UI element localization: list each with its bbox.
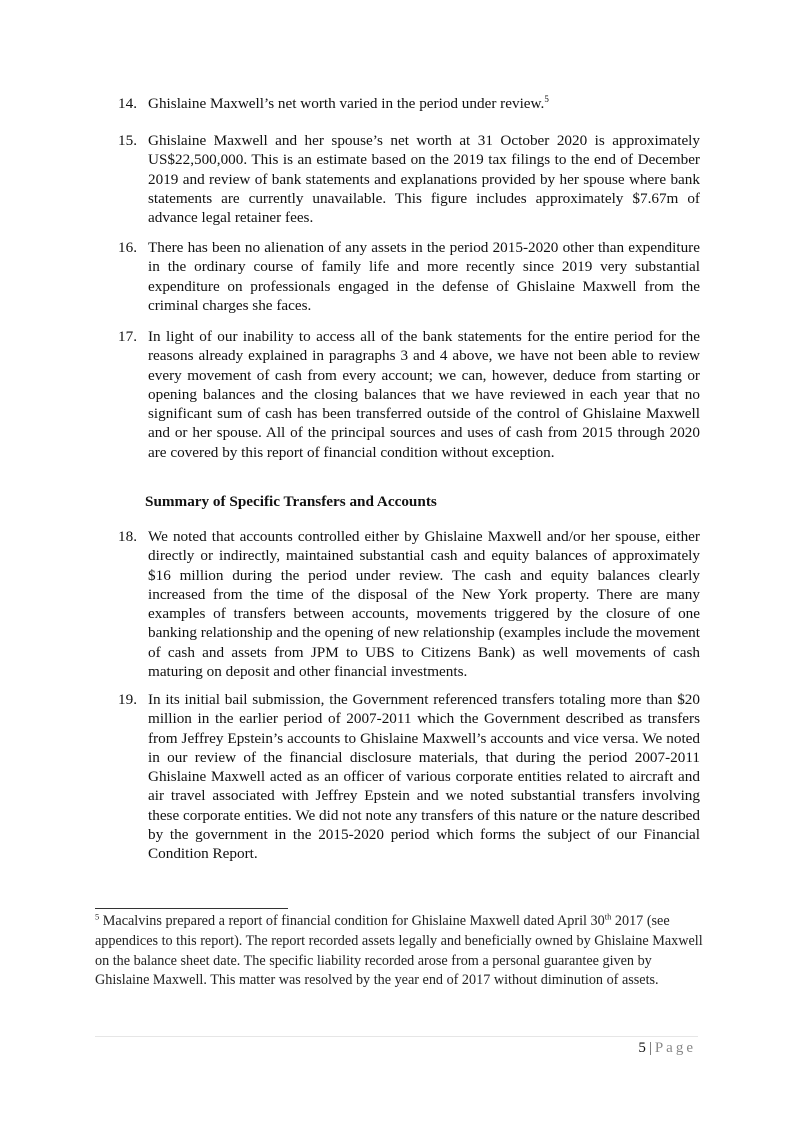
paragraph-18: [118, 527, 700, 681]
footnote: [95, 912, 705, 991]
page-footer: [638, 1040, 696, 1057]
paragraph-text: There has been no alienation of any assets in the period 2015-2020 other than expenditure in the ordinary course of family life and more recently since 2019 very substantial expenditure on professionals engaged in the defense of Ghislaine Maxwell from the criminal charges she faces.: [148, 239, 700, 314]
paragraph-number: 17.: [118, 328, 137, 345]
footnote-separator: [95, 908, 288, 909]
paragraph-15: [118, 131, 700, 227]
paragraph-text: In light of our inability to access all of the bank statements for the entire period for the reasons already explained in paragraphs 3 and 4 above, we have not been able to review every movement of cash from every account; we can, however, deduce from starting or opening balances and the closing balances that we have reviewed in each year that no significant sum of cash has been transferred outside of the control of Ghislaine Maxwell and or her spouse. All of the principal sources and uses of cash from 2015 through 2020 are covered by this report of financial condition without exception.: [148, 328, 700, 461]
paragraph-text: We noted that accounts controlled either by Ghislaine Maxwell and/or her spouse, either directly or indirectly, maintained substantial cash and equity balances of approximately $16 million during the period under review. The cash and equity balances clearly increased from the time of the disposal of the New York property. There are many examples of transfers between accounts, movements triggered by the closure of one banking relationship and the opening of new relationship (examples include the movement of cash and assets from JPM to UBS to Citizens Bank) as well movements of cash maturing on deposit and other financial investments.: [148, 528, 700, 681]
paragraph-text: Ghislaine Maxwell and her spouse’s net worth at 31 October 2020 is approximately US$22,500,000. This is an estimate based on the 2019 tax filings to the end of December 2019 and review of bank statements and explanations provided by her spouse where bank statements are currently unavailable. This figure includes approximately $7.67m of advance legal retainer fees.: [148, 132, 700, 227]
paragraph-number: 16.: [118, 239, 137, 256]
footnote-marker: 5: [95, 911, 100, 922]
footnote-reference[interactable]: 5: [544, 93, 549, 104]
paragraph-14: [118, 94, 700, 113]
page-label: Page: [654, 1040, 696, 1056]
paragraph-text: In its initial bail submission, the Government referenced transfers totaling more than $20 million in the earlier period of 2007-2011 which the Government described as transfers from Jeffrey Epstein’s accounts to Ghislaine Maxwell’s accounts and vice versa. We noted in our review of the financial disclosure materials, that during the period 2007-2011 Ghislaine Maxwell acted as an officer of various corporate entities related to aircraft and air travel associated with Jeffrey Epstein and we noted substantial transfers involving these corporate entities. We did not note any transfers of this nature or the nature described by the government in the 2015-2020 period which forms the subject of our Financial Condition Report.: [148, 691, 700, 863]
paragraph-number: 14.: [118, 95, 137, 112]
paragraph-17: [118, 327, 700, 462]
page-separator: |: [648, 1040, 652, 1056]
paragraph-number: 19.: [118, 691, 137, 708]
section-heading: Summary of Specific Transfers and Accounts: [145, 493, 437, 510]
footnote-ordinal: th: [604, 911, 612, 922]
paragraph-text: Ghislaine Maxwell’s net worth varied in the period under review.: [148, 95, 545, 112]
footnote-text-b: 2017 (see appendices to this report). The report recorded assets legally and beneficially owned by Ghislaine Maxwell on the balance sheet date. The specific liability recorded arose from a personal guarantee given by Ghislaine Maxwell. This matter was resolved by the year end of 2017 without diminution of assets.: [95, 913, 703, 989]
paragraph-number: 15.: [118, 132, 137, 149]
paragraph-number: 18.: [118, 528, 137, 545]
paragraph-16: [118, 238, 700, 315]
page-number: 5: [638, 1040, 646, 1056]
footnote-text-a: Macalvins prepared a report of financial condition for Ghislaine Maxwell dated April 30: [99, 913, 605, 929]
paragraph-19: [118, 690, 700, 864]
footer-divider: [95, 1036, 698, 1037]
